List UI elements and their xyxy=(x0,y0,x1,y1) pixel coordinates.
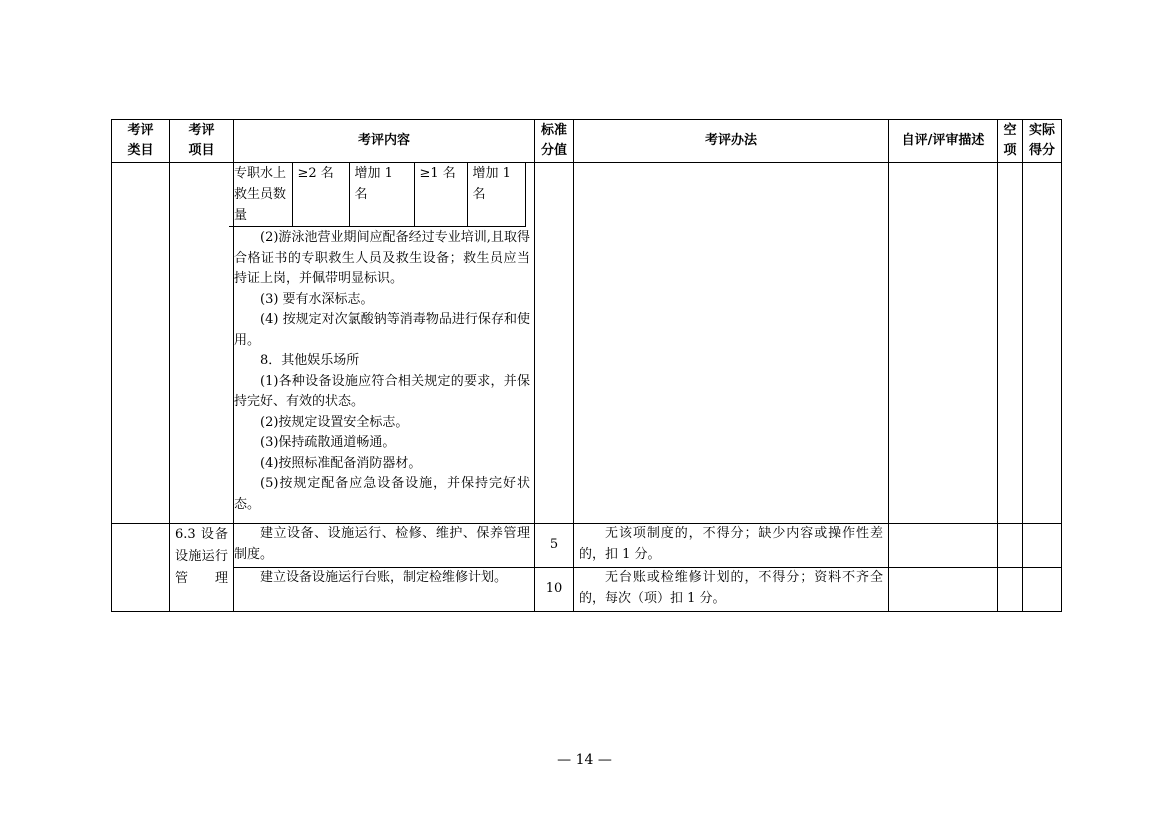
empty-item-cell xyxy=(998,163,1023,524)
evaluation-table xyxy=(111,119,1062,612)
table-row xyxy=(112,163,1062,524)
score-cell: 10 xyxy=(535,568,574,612)
header-item: 考评 项目 xyxy=(170,120,234,163)
item-cell xyxy=(170,163,234,524)
content-paragraph: (4)按照标准配备消防器材。 xyxy=(260,455,422,471)
content-cell xyxy=(234,163,535,524)
content-paragraphs xyxy=(234,227,534,515)
header-empty-item: 空 项 xyxy=(998,120,1023,163)
self-eval-cell xyxy=(889,163,998,524)
method-cell xyxy=(574,163,889,524)
table-row xyxy=(112,568,1062,612)
content-paragraph: (1)各种设备设施应符合相关规定的要求，并保持完好、有效的状态。 xyxy=(234,373,530,409)
header-self-eval: 自评/评审描述 xyxy=(889,120,998,163)
content-paragraph: (4) 按规定对次氯酸钠等消毒物品进行保存和使用。 xyxy=(234,312,530,348)
content-cell xyxy=(234,568,535,612)
lifeguard-label: 专职水上救生员数量 xyxy=(229,163,292,227)
lifeguard-add-1: 增加 1 名 xyxy=(349,163,414,227)
category-cell xyxy=(112,524,170,612)
content-paragraph: (5)按规定配备应急设备设施，并保持完好状态。 xyxy=(234,476,530,512)
header-category: 考评 类目 xyxy=(112,120,170,163)
lifeguard-count-row xyxy=(229,163,525,227)
evaluation-table-sheet xyxy=(111,119,1061,612)
header-actual-score: 实际 得分 xyxy=(1023,120,1062,163)
method-paragraph: 无台账或检维修计划的，不得分；资料不齐全的，每次（项）扣 1 分。 xyxy=(579,570,883,606)
self-eval-cell xyxy=(889,524,998,568)
header-method: 考评办法 xyxy=(574,120,889,163)
method-paragraph: 无该项制度的，不得分；缺少内容或操作性差的，扣 1 分。 xyxy=(579,526,883,562)
empty-item-cell xyxy=(998,524,1023,568)
actual-score-cell xyxy=(1023,524,1062,568)
content-paragraph: (2)按规定设置安全标志。 xyxy=(260,414,409,430)
category-cell xyxy=(112,163,170,524)
lifeguard-threshold-2: ≥1 名 xyxy=(414,163,467,227)
content-paragraph: 8．其他娱乐场所 xyxy=(260,353,360,368)
header-score: 标准 分值 xyxy=(535,120,574,163)
content-paragraph: (2)游泳池营业期间应配备经过专业培训,且取得合格证书的专职救生人员及救生设备；救生员应当持证上岗，并佩带明显标识。 xyxy=(234,230,530,286)
self-eval-cell xyxy=(889,568,998,612)
score-cell xyxy=(535,163,574,524)
method-cell xyxy=(574,524,889,568)
item-6-3-label: 6.3 设备设施运行管理 xyxy=(175,527,228,586)
content-paragraph: (3) 要有水深标志。 xyxy=(260,291,374,307)
content-paragraph: 建立设备设施运行台账，制定检维修计划。 xyxy=(260,570,508,585)
item-6-3-cell xyxy=(170,524,234,612)
score-cell: 5 xyxy=(535,524,574,568)
table-row xyxy=(112,524,1062,568)
actual-score-cell xyxy=(1023,568,1062,612)
lifeguard-count-table xyxy=(229,163,526,227)
content-paragraph: (3)保持疏散通道畅通。 xyxy=(260,435,396,450)
lifeguard-threshold-1: ≥2 名 xyxy=(292,163,349,227)
method-cell xyxy=(574,568,889,612)
content-paragraph: 建立设备、设施运行、检修、维护、保养管理制度。 xyxy=(234,526,530,562)
empty-item-cell xyxy=(998,568,1023,612)
header-content: 考评内容 xyxy=(234,120,535,163)
table-header-row xyxy=(112,120,1062,163)
page-number: — 14 — xyxy=(557,752,612,768)
actual-score-cell xyxy=(1023,163,1062,524)
content-cell xyxy=(234,524,535,568)
lifeguard-add-2: 增加 1 名 xyxy=(467,163,525,227)
